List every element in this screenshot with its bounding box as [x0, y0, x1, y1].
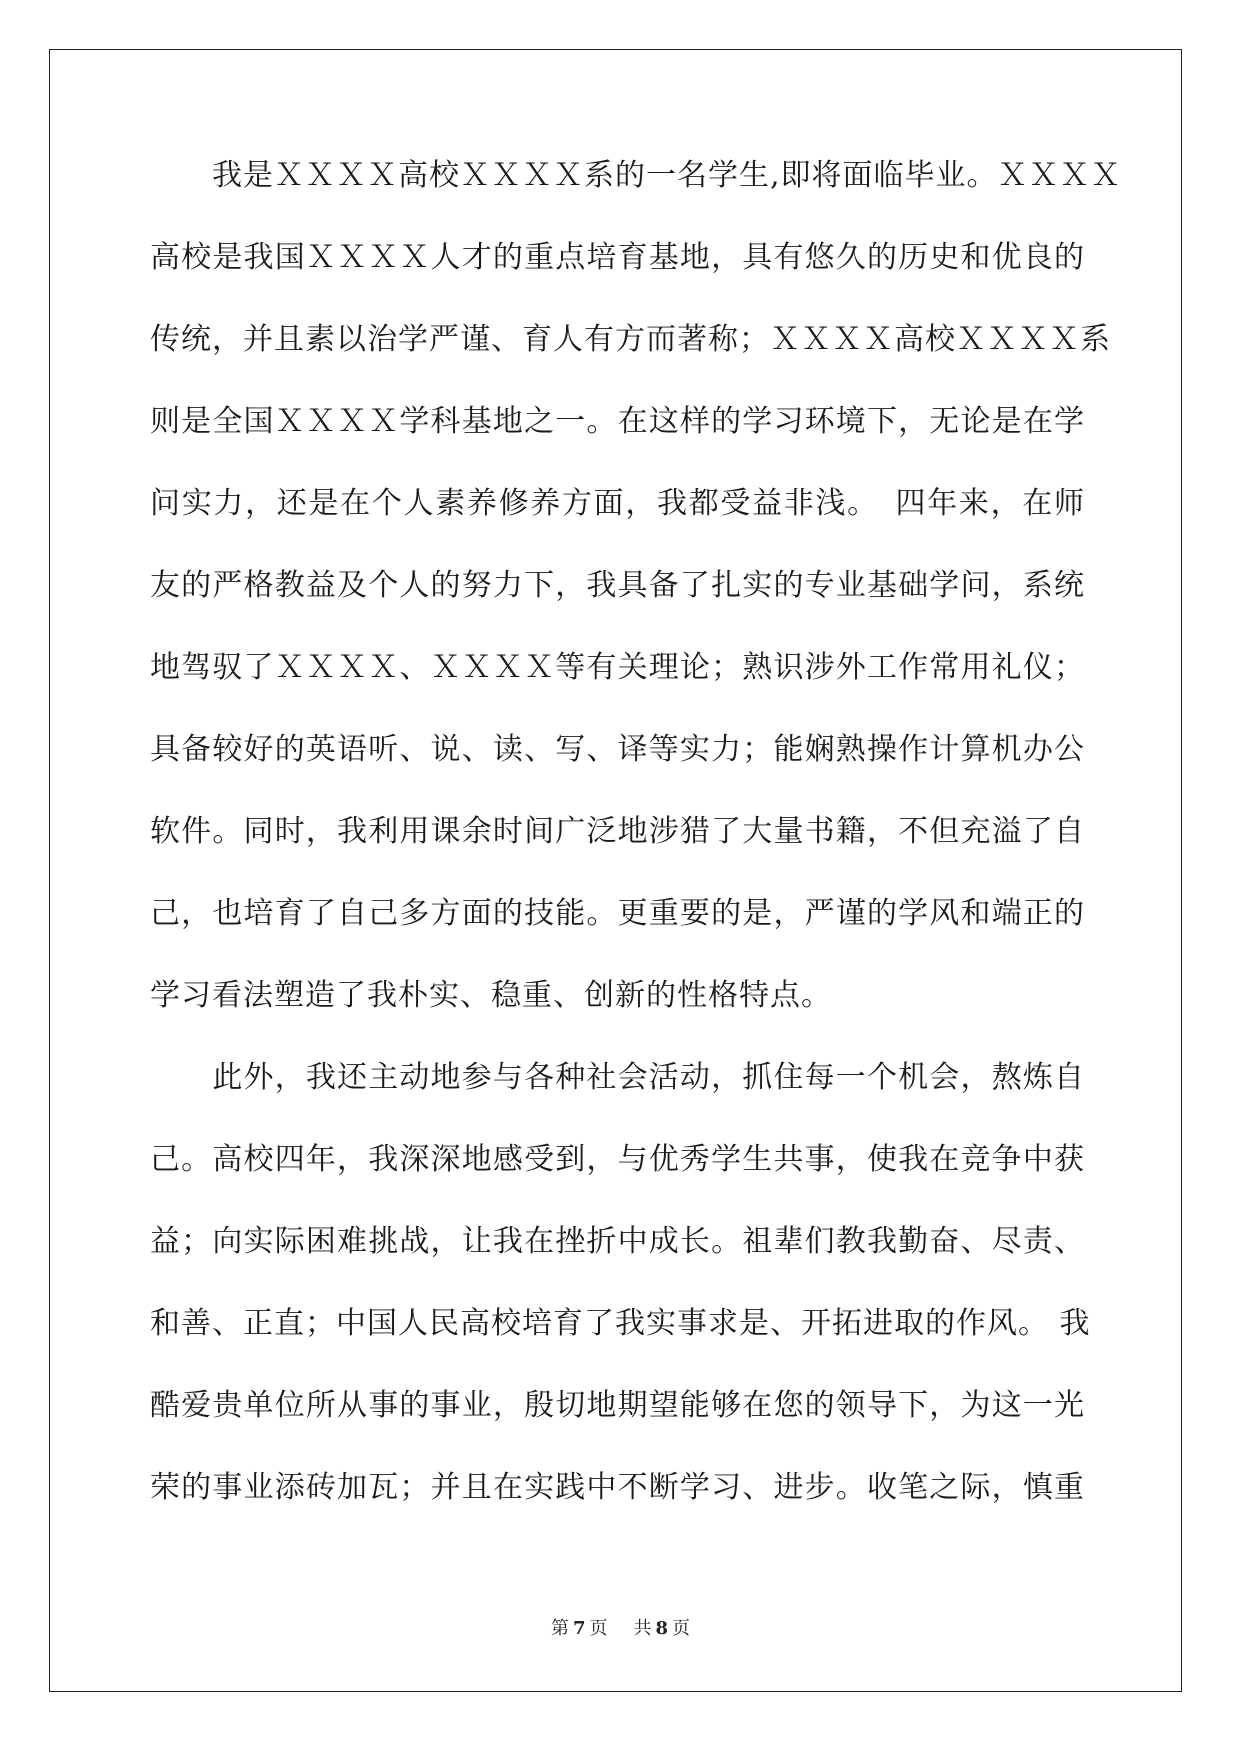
text-line: 则是全国ＸＸＸＸ学科基地之一。在这样的学习环境下，无论是在学: [150, 404, 1085, 439]
text-line: 己，也培育了自己多方面的技能。更重要的是，严谨的学风和端正的: [150, 896, 1085, 931]
page-prefix: 第: [550, 1618, 569, 1639]
text-line: 友的严格教益及个人的努力下，我具备了扎实的专业基础学问，系统: [150, 568, 1085, 603]
text-line: 荣的事业添砖加瓦；并且在实践中不断学习、进步。收笔之际，慎重: [150, 1470, 1085, 1505]
total-page-number: 8: [655, 1618, 669, 1639]
current-page-number: 7: [572, 1618, 586, 1639]
text-line-paragraph-end: 学习看法塑造了我朴实、稳重、创新的性格特点。: [150, 978, 832, 1013]
text-line: 具备较好的英语听、说、读、写、译等实力；能娴熟操作计算机办公: [150, 732, 1085, 767]
text-line: 软件。同时，我利用课余时间广泛地涉猎了大量书籍，不但充溢了自: [150, 814, 1085, 849]
page-footer: [0, 1614, 1241, 1640]
total-prefix: 共: [633, 1618, 652, 1639]
text-line: 我是ＸＸＸＸ高校ＸＸＸＸ系的一名学生,即将面临毕业。ＸＸＸＸ: [150, 158, 1122, 193]
text-line: 和善、正直；中国人民高校培育了我实事求是、开拓进取的作风。 我: [150, 1306, 1091, 1341]
text-line: 己。高校四年，我深深地感受到，与优秀学生共事，使我在竞争中获: [150, 1142, 1085, 1177]
text-line: 问实力，还是在个人素养修养方面，我都受益非浅。 四年来，在师: [150, 486, 1085, 521]
text-line: 高校是我国ＸＸＸＸ人才的重点培育基地，具有悠久的历史和优良的: [150, 240, 1085, 275]
page-suffix: 页: [589, 1618, 608, 1639]
total-suffix: 页: [672, 1618, 691, 1639]
text-line: 酷爱贵单位所从事的事业，殷切地期望能够在您的领导下，为这一光: [150, 1388, 1085, 1423]
text-line: 益；向实际困难挑战，让我在挫折中成长。祖辈们教我勤奋、尽责、: [150, 1224, 1085, 1259]
document-body: [150, 158, 1122, 1554]
text-line: 此外，我还主动地参与各种社会活动，抓住每一个机会，熬炼自: [150, 1060, 1085, 1095]
text-line: 传统，并且素以治学严谨、育人有方而著称；ＸＸＸＸ高校ＸＸＸＸ系: [150, 322, 1111, 357]
text-line: 地驾驭了ＸＸＸＸ、ＸＸＸＸ等有关理论；熟识涉外工作常用礼仪；: [150, 650, 1085, 685]
